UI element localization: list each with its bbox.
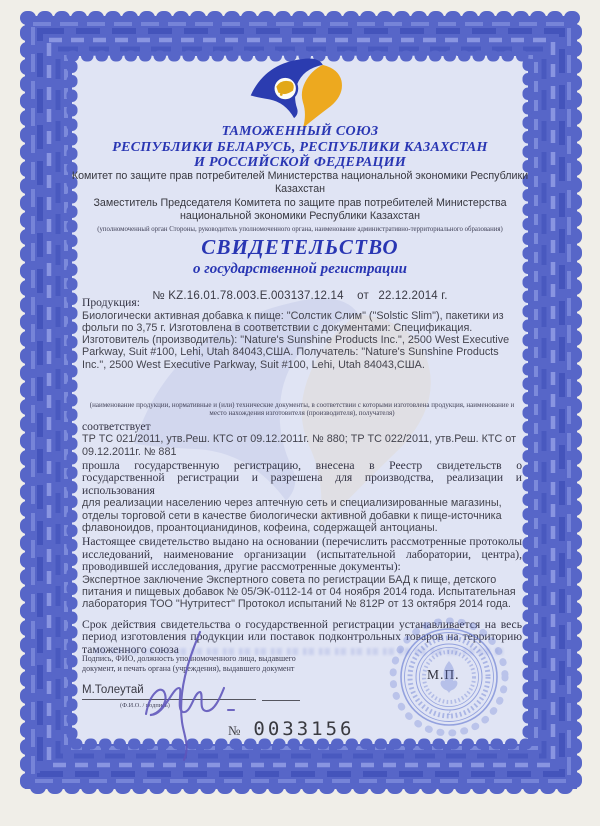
certificate-body (82, 297, 522, 656)
committee-line: Комитет по защите прав потребителей Министерства национальной экономики Республики Казахстан (71, 170, 529, 196)
product-caption: (наименование продукции, нормативные и (или) технические документы, в соответствии с которыми изготовлена продукция, наименование и место нахождения изготовителя (производителя), получателя) (89, 400, 515, 418)
certificate-subtitle: о государственной регистрации (192, 261, 408, 277)
union-name-line2: РЕСПУБЛИКИ БЕЛАРУСЬ, РЕСПУБЛИКИ КАЗАХСТАН (112, 139, 488, 155)
signature-line (262, 699, 300, 701)
signatory-name: М.Толеутай (82, 684, 256, 700)
handwritten-signature-icon (136, 626, 248, 766)
registration-date: 22.12.2014 г. (378, 290, 448, 302)
serial-number-line (228, 719, 354, 740)
signature-caption: Подпись, ФИО, должность уполномоченного лица, выдавшего документ, и печать органа (учреждения), выдавшего документ (82, 654, 296, 674)
registration-statement: прошла государственную регистрацию, внесена в Реестр свидетельств о государственной регистрации и разрешена для производства, реализации и использования (82, 458, 522, 497)
union-name-line1: ТАМОЖЕННЫЙ СОЮЗ (221, 124, 379, 139)
registration-number-sign: № (152, 290, 165, 302)
validity-statement: Срок действия свидетельства о государственной регистрации устанавливается на весь период изготовления продукции или поставок подконтрольных товаров на территорию таможенного союза (82, 617, 522, 656)
conforms-label: соответствует (82, 419, 151, 433)
basis-statement: Настоящее свидетельство выдано на основании (перечислить рассмотренные протоколы исследований, наименование организации (испытательной лаборатории, центра), проводившей исследования, другие рассмотренные документы): (82, 535, 522, 574)
deputy-line: Заместитель Председателя Комитета по защите прав потребителей Министерства национальной экономики Республики Казахстан (93, 196, 507, 223)
registration-number: KZ.16.01.78.003.E.003137.12.14 (168, 290, 344, 302)
issuing-authority (62, 170, 538, 224)
svg-text:2: 2 (447, 708, 451, 717)
certificate-title: СВИДЕТЕЛЬСТВО (201, 235, 399, 259)
usage-statement: для реализации населению через аптечную сеть и специализированные магазины, отделы торговой сети в качестве биологически активной добавки к пище-источника флавоноидов, проантоцианидинов, кофеина, содержащей антоцианы. (82, 497, 502, 534)
serial-number: 0033156 (253, 718, 355, 740)
expert-conclusion: Экспертное заключение Экспертного совета по регистрации БАД к пище, детского питания и пищевых добавок № 05/ЭК-0112-14 от 04 ноября 2014 года. Испытательная лаборатория ТОО "Нутритест" Протокол испытаний № 812Р от 13 октября 2014 года. (82, 573, 516, 611)
authority-caption: (уполномоченный орган Стороны, руководитель уполномоченного органа, наименование административно-территориального образования) (97, 226, 503, 233)
registration-date-label: от (357, 290, 369, 302)
product-label: Продукция: (82, 296, 140, 309)
stamp-place-label: М.П. (427, 667, 460, 682)
union-name-line3: И РОССИЙСКОЙ ФЕДЕРАЦИИ (193, 155, 407, 170)
technical-regulations: ТР ТС 021/2011, утв.Реш. КТС от 09.12.2011г. № 880; ТР ТС 022/2011, утв.Реш. КТС от 09.12.2011г. № 881 (82, 433, 517, 458)
product-description: Биологически активная добавка к пище: "Солстик Слим" ("Solstic Slim"), пакетики из фольги по 3,75 г. Изготовлена в соответствии с документами: Спецификация. Изготовитель (производитель): "Nature's Sunshine Products Inc.", 2500 West Executive Parkway, Suit #100, Lehi, Utah 84043,США. Получатель: "Nature's Sunshine Products Inc.", 2500 West Executive Parkway, Suit #100, Lehi, Utah 84043,США. (82, 309, 510, 371)
fio-signature-caption: (Ф.И.О. / подпись) (120, 702, 170, 709)
customs-union-emblem-icon (242, 55, 358, 129)
union-name (73, 124, 527, 171)
round-official-stamp-icon (387, 615, 511, 739)
serial-number-sign: № (228, 723, 241, 738)
